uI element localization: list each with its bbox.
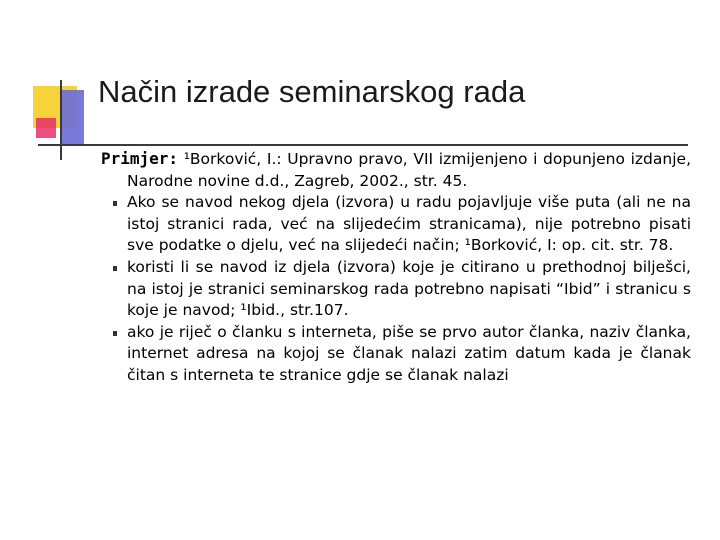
bullet-list	[101, 192, 691, 386]
title-underline	[38, 144, 688, 146]
decorative-vertical-line	[60, 80, 62, 160]
bullet-text: koristi li se navod iz djela (izvora) koje je citirano u prethodnoj bilješci, na istoj je stranici seminarskog rada potrebno napisati “Ibid” i stranicu s koje je navod; ¹Ibid., str.107.	[127, 257, 691, 320]
bullet-icon	[113, 201, 117, 206]
example-paragraph	[101, 148, 691, 192]
bullet-text: Ako se navod nekog djela (izvora) u radu pojavljuje više puta (ali ne na istoj stranici rada, već na slijedećim stranicama), nije potrebno pisati sve podatke o djelu, već na slijedeći način; ¹Borković, I: op. cit. str. 78.	[127, 193, 691, 255]
slide-title: Način izrade seminarskog rada	[98, 74, 526, 109]
example-label: Primjer:	[101, 149, 179, 168]
bullet-icon	[113, 266, 117, 271]
example-text: ¹Borković, I.: Upravno pravo, VII izmijenjeno i dopunjeno izdanje, Narodne novine d.d., Zagreb, 2002., str. 45.	[127, 150, 691, 190]
bullet-text: ako je riječ o članku s interneta, piše se prvo autor članka, naziv članka, internet adresa na kojoj se članak nalazi zatim datum kada je članak čitan s interneta te stranice gdje se članak nalazi	[127, 322, 691, 384]
decorative-square-red	[36, 118, 56, 138]
bullet-icon	[113, 331, 117, 336]
decorative-square-blue	[60, 90, 84, 146]
bullet-item	[101, 192, 691, 257]
bullet-item	[101, 257, 691, 322]
slide-content	[101, 148, 691, 387]
bullet-item	[101, 322, 691, 387]
